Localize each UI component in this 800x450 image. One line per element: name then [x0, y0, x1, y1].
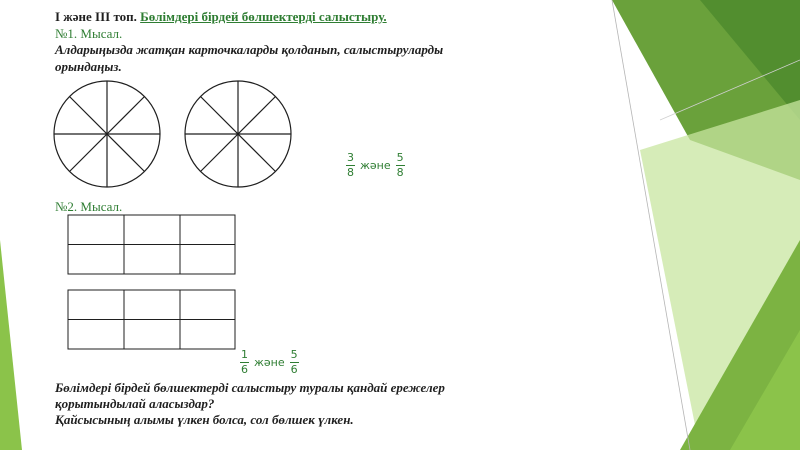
- example-2-title: №2. Мысал.: [55, 199, 123, 214]
- numerator: 3: [347, 151, 354, 164]
- fraction-b: [290, 349, 299, 376]
- numerator: 5: [396, 151, 404, 164]
- example-1-title: №1. Мысал.: [55, 26, 123, 41]
- rule-line: Қайсысының алымы үлкен болса, сол бөлшек үлкен.: [55, 412, 354, 427]
- instruction-line: Алдарыңызда жатқан карточкаларды қолданып, салыстыруларды: [55, 42, 444, 57]
- heading-topic: Бөлімдері бірдей бөлшектерді салыстыру.: [140, 9, 387, 24]
- denominator: 8: [347, 166, 354, 179]
- rule-line: Бөлімдері бірдей бөлшектерді салыстыру туралы қандай ережелер: [55, 380, 445, 395]
- numerator: 5: [290, 348, 298, 361]
- denominator: 6: [290, 363, 298, 376]
- fraction-a: [240, 349, 249, 376]
- denominator: 8: [396, 166, 404, 179]
- grid-1: [68, 215, 235, 274]
- denominator: 6: [241, 363, 248, 376]
- grid-2: [68, 290, 235, 349]
- numerator: 1: [241, 348, 248, 361]
- conjunction: және: [254, 356, 285, 369]
- rule-line: қорытындылай аласыздар?: [55, 396, 215, 411]
- heading-prefix: І және ІІІ топ.: [55, 9, 137, 24]
- instruction-line: орындаңыз.: [55, 59, 122, 74]
- conjunction: және: [360, 159, 391, 172]
- rule-text: [55, 380, 445, 428]
- comparison-2: [240, 349, 299, 376]
